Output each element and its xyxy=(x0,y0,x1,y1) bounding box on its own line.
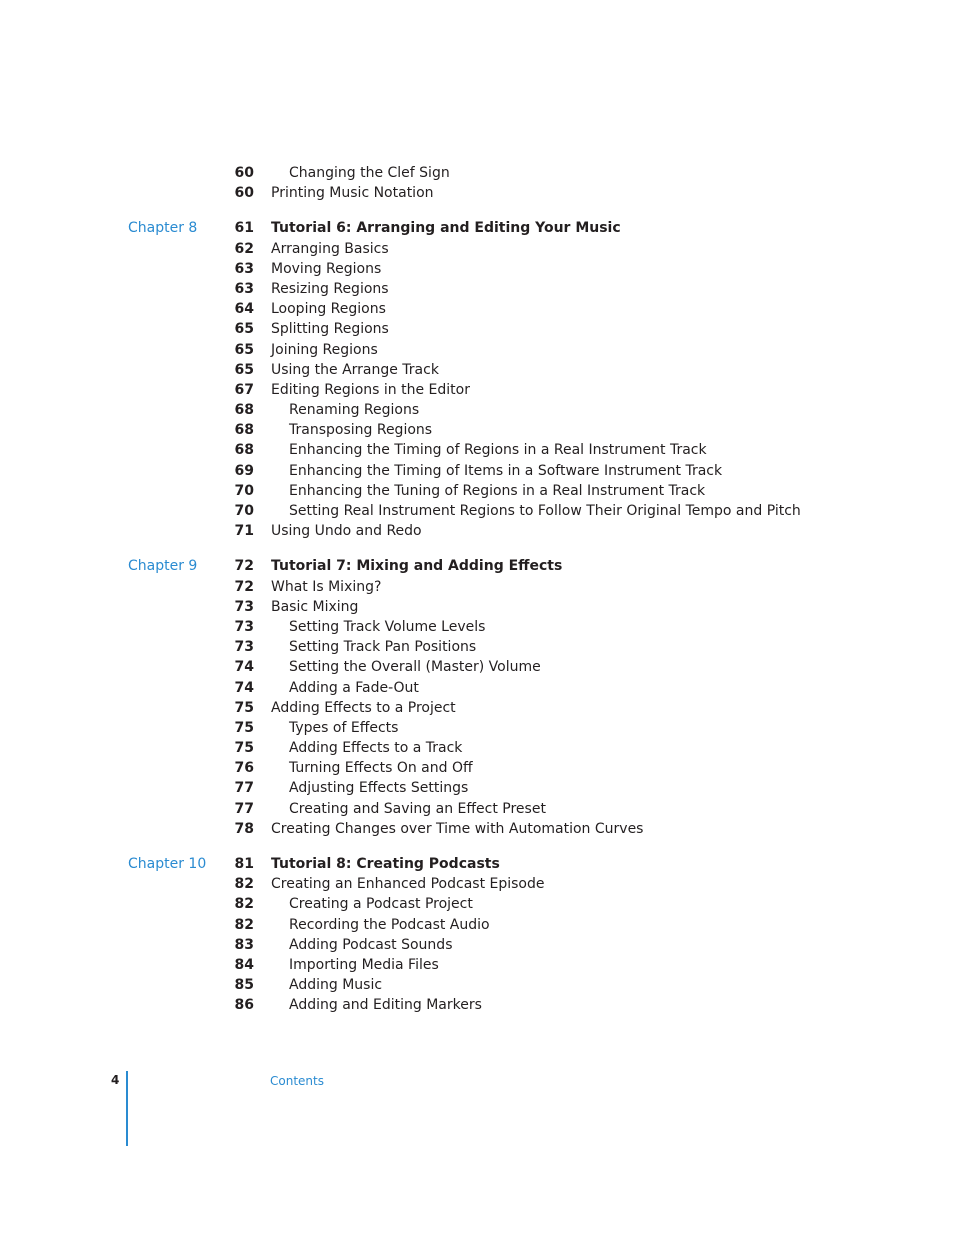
toc-entry-title: Adding Effects to a Track xyxy=(289,740,463,757)
toc-entry-title: Basic Mixing xyxy=(271,598,359,615)
toc-entry[interactable] xyxy=(0,461,954,481)
toc-entry-title: Enhancing the Timing of Items in a Software Instrument Track xyxy=(289,462,723,479)
toc-page-number: 77 xyxy=(234,800,254,817)
toc-page-number: 75 xyxy=(234,699,254,716)
toc-entry-title: Resizing Regions xyxy=(271,280,389,297)
toc-entry-title: Printing Music Notation xyxy=(271,185,434,202)
toc-page-number: 69 xyxy=(234,462,254,479)
toc-entry[interactable] xyxy=(0,521,954,541)
toc-entry-title: Recording the Podcast Audio xyxy=(289,916,490,933)
toc-page-number: 67 xyxy=(234,381,254,398)
chapter-gap xyxy=(0,839,954,854)
toc-page-number: 65 xyxy=(234,361,254,378)
toc-page-number: 74 xyxy=(234,659,254,676)
toc-entry[interactable] xyxy=(0,440,954,460)
toc-page-number: 77 xyxy=(234,780,254,797)
toc-entry-title: Editing Regions in the Editor xyxy=(271,381,470,398)
toc-page-number: 65 xyxy=(234,321,254,338)
toc-page-number: 72 xyxy=(234,578,254,595)
toc-entry[interactable] xyxy=(0,738,954,758)
toc-entry-title: Setting Real Instrument Regions to Follow Their Original Tempo and Pitch xyxy=(289,503,801,519)
toc-entry[interactable] xyxy=(0,874,954,894)
toc-page-number: 68 xyxy=(234,422,254,439)
toc-page-number: 84 xyxy=(234,956,254,973)
toc-entry[interactable] xyxy=(0,420,954,440)
toc-page-number: 74 xyxy=(234,679,254,696)
toc-entry-title: Importing Media Files xyxy=(289,956,439,973)
footer-rule xyxy=(126,1071,128,1146)
chapter-title: Tutorial 8: Creating Podcasts xyxy=(271,856,500,872)
toc-page-number: 82 xyxy=(234,896,254,913)
toc-entry-title: Adding and Editing Markers xyxy=(289,997,482,1014)
toc-entry-title: Joining Regions xyxy=(271,341,378,358)
toc-entry[interactable] xyxy=(0,995,954,1015)
toc-entry[interactable] xyxy=(0,758,954,778)
toc-entry-title: Setting the Overall (Master) Volume xyxy=(289,659,541,676)
toc-entry-title: Changing the Clef Sign xyxy=(289,165,450,181)
chapter-heading-row[interactable] xyxy=(0,218,954,238)
toc-entry[interactable] xyxy=(0,778,954,798)
toc-page-number: 71 xyxy=(234,523,254,540)
toc-page-number: 63 xyxy=(234,260,254,277)
toc-page-number: 70 xyxy=(234,482,254,499)
toc-entry-title: Enhancing the Tuning of Regions in a Real Instrument Track xyxy=(289,482,706,499)
toc-entry[interactable] xyxy=(0,340,954,360)
toc-entry-title: Creating an Enhanced Podcast Episode xyxy=(271,876,545,893)
toc-entry[interactable] xyxy=(0,975,954,995)
toc-page-number: 70 xyxy=(234,503,254,519)
toc-entry-title: Adding Music xyxy=(289,977,383,994)
toc-entry[interactable] xyxy=(0,799,954,819)
chapter-label: Chapter 10 xyxy=(128,856,207,872)
toc-entry[interactable] xyxy=(0,577,954,597)
toc-entry[interactable] xyxy=(0,819,954,839)
toc-entry[interactable] xyxy=(0,400,954,420)
toc-entry-title: Adjusting Effects Settings xyxy=(289,780,469,797)
footer-section-label: Contents xyxy=(270,1074,324,1088)
toc-page-number: 60 xyxy=(234,185,254,202)
toc-entry[interactable] xyxy=(0,935,954,955)
toc-entry[interactable] xyxy=(0,678,954,698)
toc-entry-title: Creating Changes over Time with Automation Curves xyxy=(271,820,644,837)
chapter-label: Chapter 9 xyxy=(128,558,198,575)
toc-page-number: 73 xyxy=(234,598,254,615)
toc-page-number: 75 xyxy=(234,719,254,736)
toc-entry[interactable] xyxy=(0,360,954,380)
toc-entry-title: Using the Arrange Track xyxy=(271,361,439,378)
toc-page-number: 75 xyxy=(234,740,254,757)
toc-page-number: 73 xyxy=(234,639,254,656)
toc-entry[interactable] xyxy=(0,657,954,677)
toc-entry-title: Adding Podcast Sounds xyxy=(289,936,453,953)
toc-page-number: 72 xyxy=(234,558,254,575)
toc-page-number: 82 xyxy=(234,916,254,933)
toc-entry-title: Enhancing the Timing of Regions in a Real Instrument Track xyxy=(289,442,707,459)
toc-page-number: 63 xyxy=(234,280,254,297)
toc-entry[interactable] xyxy=(0,259,954,279)
toc-entry[interactable] xyxy=(0,597,954,617)
toc-page-number: 73 xyxy=(234,618,254,635)
toc-entry[interactable] xyxy=(0,718,954,738)
toc-page-number: 64 xyxy=(234,301,254,318)
toc-entry[interactable] xyxy=(0,319,954,339)
toc-entry[interactable] xyxy=(0,380,954,400)
toc-entry-title: Moving Regions xyxy=(271,260,382,277)
toc-page-number: 82 xyxy=(234,876,254,893)
toc-entry-title: Turning Effects On and Off xyxy=(289,760,473,777)
toc-page-number: 68 xyxy=(234,442,254,459)
toc-page-number: 60 xyxy=(234,165,254,181)
toc-page-number: 61 xyxy=(234,220,254,237)
toc-entry-title: Transposing Regions xyxy=(289,422,433,439)
toc-entry-title: Setting Track Volume Levels xyxy=(289,618,486,635)
toc-page-number: 78 xyxy=(234,820,254,837)
toc-entry-title: Renaming Regions xyxy=(289,402,420,419)
toc-page-number: 85 xyxy=(234,977,254,994)
chapter-heading-row[interactable] xyxy=(0,556,954,576)
toc-page-number: 81 xyxy=(234,856,254,872)
chapter-gap xyxy=(0,203,954,218)
chapter-gap xyxy=(0,541,954,556)
toc-entry[interactable] xyxy=(0,163,954,183)
toc-entry-title: What Is Mixing? xyxy=(271,578,382,595)
page-number: 4 xyxy=(111,1073,120,1087)
toc-entry[interactable] xyxy=(0,915,954,935)
toc-entry[interactable] xyxy=(0,183,954,203)
toc-page-number: 83 xyxy=(234,936,254,953)
toc-entry-title: Creating and Saving an Effect Preset xyxy=(289,800,546,817)
chapter-label: Chapter 8 xyxy=(128,220,198,237)
chapter-heading-row[interactable] xyxy=(0,854,954,874)
toc-entry-title: Arranging Basics xyxy=(271,240,389,257)
toc-entry-title: Looping Regions xyxy=(271,301,386,318)
toc-entry-title: Adding a Fade-Out xyxy=(289,679,419,696)
chapter-title: Tutorial 7: Mixing and Adding Effects xyxy=(271,558,563,575)
toc-entry[interactable] xyxy=(0,279,954,299)
chapter-title: Tutorial 6: Arranging and Editing Your Music xyxy=(271,220,621,237)
toc-entry-title: Setting Track Pan Positions xyxy=(289,639,477,656)
toc-page-number: 62 xyxy=(234,240,254,257)
toc-entry[interactable] xyxy=(0,299,954,319)
table-of-contents xyxy=(0,163,954,1016)
toc-entry[interactable] xyxy=(0,481,954,501)
toc-page-number: 65 xyxy=(234,341,254,358)
toc-entry-title: Creating a Podcast Project xyxy=(289,896,473,913)
toc-entry-title: Using Undo and Redo xyxy=(271,523,422,540)
toc-entry-title: Types of Effects xyxy=(289,719,399,736)
toc-entry[interactable] xyxy=(0,239,954,259)
toc-page-number: 68 xyxy=(234,402,254,419)
toc-entry[interactable] xyxy=(0,894,954,914)
toc-page-number: 76 xyxy=(234,760,254,777)
toc-entry[interactable] xyxy=(0,501,954,521)
toc-entry[interactable] xyxy=(0,955,954,975)
toc-page-number: 86 xyxy=(234,997,254,1014)
toc-entry-title: Adding Effects to a Project xyxy=(271,699,456,716)
toc-entry[interactable] xyxy=(0,637,954,657)
toc-entry[interactable] xyxy=(0,698,954,718)
toc-entry-title: Splitting Regions xyxy=(271,321,389,338)
toc-entry[interactable] xyxy=(0,617,954,637)
